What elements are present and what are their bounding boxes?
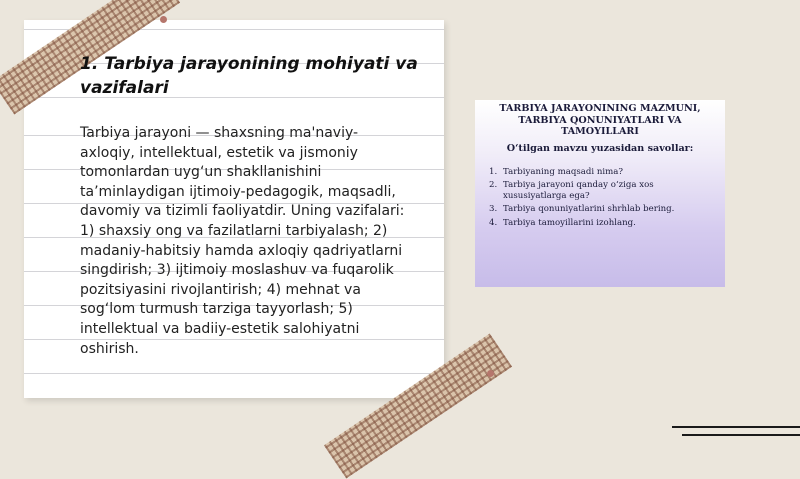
question-item: [489, 204, 717, 215]
slide-title: 1. Tarbiya jarayonining mohiyati va vazifalari: [80, 54, 418, 98]
question-item: [489, 218, 717, 229]
decorative-lines: [672, 424, 800, 444]
question-item: [489, 180, 717, 201]
question-text: Tarbiya jarayoni qanday o‘ziga xos xususiyatlarga ega?: [503, 180, 654, 201]
image-subtitle: O‘tilgan mavzu yuzasidan savollar:: [506, 142, 694, 154]
question-item: [489, 167, 717, 178]
slide-image-questions: [475, 100, 725, 287]
question-list: [483, 167, 717, 229]
question-text: Tarbiya qonuniyatlarini shrhlab bering.: [503, 204, 675, 214]
question-number: 2.: [489, 180, 498, 190]
question-number: 1.: [489, 166, 498, 177]
tape-pin-dot-bottom: [487, 370, 494, 377]
question-text: Tarbiya tamoyillarini izohlang.: [503, 217, 636, 228]
question-text: Tarbiyaning maqsadi nima?: [503, 166, 624, 177]
decorative-line: [672, 426, 800, 428]
tape-pin-dot-top: [160, 16, 167, 23]
decorative-line: [682, 434, 800, 436]
image-title: TARBIYA JARAYONINING MAZMUNI, TARBIYA QONUNIYATLARI VA TAMOYILLARI: [499, 103, 701, 137]
slide-body-text: Tarbiya jarayoni — shaxsning ma'naviy-axloqiy, intellektual, estetik va jismoniy tomonlardan uyg‘un shakllanishini ta’minlaydigan ijtimoiy-pedagogik, maqsadli, davomiy va tizimli faoliyatdir. Uning vazifalari: 1) shaxsiy ong va fazilatlarni tarbiyalash; 2) madaniy-habitsiy hamda axloqiy qadriyatlarni singdirish; 3) ijtimoiy moslashuv va fuqarolik pozitsiyasini rivojlantirish; 4) mehnat va sog‘lom turmush tarziga tayyorlash; 5) intellektual va badiiy-estetik salohiyatni oshirish.: [80, 125, 405, 357]
question-number: 4.: [489, 217, 498, 228]
question-number: 3.: [489, 204, 498, 214]
